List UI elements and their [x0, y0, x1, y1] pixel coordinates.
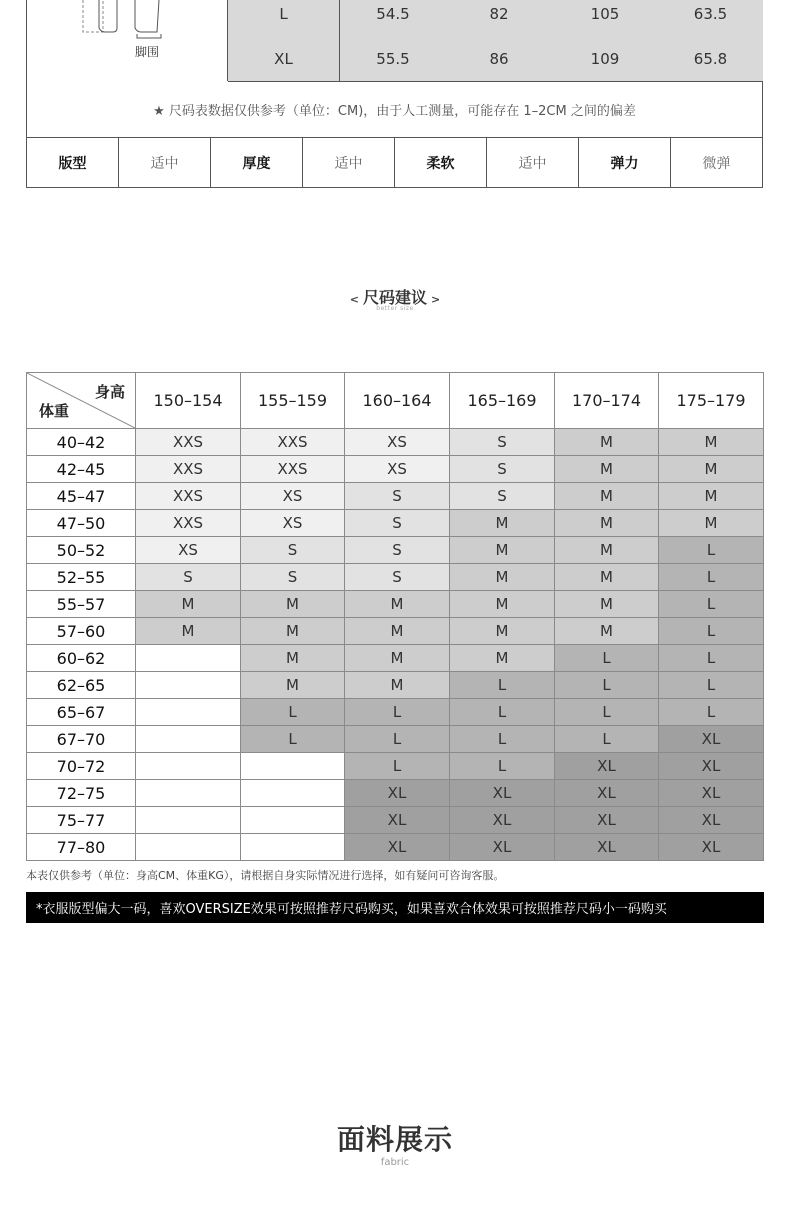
table-row	[27, 510, 764, 537]
size-cell	[136, 672, 241, 699]
measurement-note: ★ 尺码表数据仅供参考（单位：CM)，由于人工测量，可能存在 1–2CM 之间的偏差	[27, 81, 762, 138]
attr-key-elasticity: 弹力	[579, 138, 671, 187]
size-cell: XL	[659, 807, 764, 834]
size-cell: M	[450, 645, 555, 672]
pant-diagram-cell	[27, 0, 228, 81]
size-cell: XL	[659, 753, 764, 780]
height-range-header: 150–154	[136, 373, 241, 429]
weight-range-cell: 42–45	[27, 456, 136, 483]
size-cell: L	[555, 645, 659, 672]
weight-axis-label: 体重	[39, 402, 70, 420]
size-suggestion-title-text: 尺码建议	[362, 288, 427, 307]
measure-cell: 55.5	[376, 49, 410, 68]
size-cell: S	[450, 429, 555, 456]
size-cell: S	[345, 537, 450, 564]
size-cell: M	[241, 618, 345, 645]
size-cell: XL	[450, 834, 555, 861]
height-header-row	[27, 373, 764, 429]
weight-range-cell: 40–42	[27, 429, 136, 456]
size-cell	[136, 699, 241, 726]
size-cell: L	[345, 726, 450, 753]
table-row	[27, 672, 764, 699]
size-cell: S	[241, 564, 345, 591]
size-cell: L	[345, 699, 450, 726]
size-cell: L	[659, 618, 764, 645]
size-cell: XL	[659, 726, 764, 753]
size-cell: M	[555, 510, 659, 537]
size-cell: S	[241, 537, 345, 564]
size-cell: M	[555, 429, 659, 456]
attr-value-thickness: 适中	[303, 138, 395, 187]
hem-circumference-label: 脚围	[135, 45, 160, 59]
height-range-header: 155–159	[241, 373, 345, 429]
right-bracket: >	[431, 293, 441, 306]
height-range-header: 165–169	[450, 373, 555, 429]
weight-range-cell: 75–77	[27, 807, 136, 834]
size-cell: XL	[228, 36, 340, 81]
size-cell: M	[241, 591, 345, 618]
weight-range-cell: 60–62	[27, 645, 136, 672]
table-row	[27, 429, 764, 456]
weight-range-cell: 62–65	[27, 672, 136, 699]
fabric-attributes-row	[27, 138, 762, 187]
pant-leg-diagram	[79, 0, 169, 40]
size-cell: L	[345, 753, 450, 780]
size-cell	[241, 780, 345, 807]
fabric-section-title: 面料展示	[336, 1123, 453, 1156]
size-cell: L	[228, 0, 340, 36]
size-recommendation-table	[26, 372, 764, 861]
size-cell: XS	[241, 483, 345, 510]
size-cell: L	[659, 564, 764, 591]
size-cell: L	[659, 672, 764, 699]
size-cell: XL	[659, 834, 764, 861]
weight-range-cell: 52–55	[27, 564, 136, 591]
size-cell: L	[450, 699, 555, 726]
attr-value-fit: 适中	[119, 138, 211, 187]
table-row	[27, 807, 764, 834]
size-cell: M	[450, 591, 555, 618]
size-cell: M	[345, 591, 450, 618]
height-axis-label: 身高	[94, 383, 125, 401]
size-cell: L	[555, 672, 659, 699]
sizing-advice-banner: *衣服版型偏大一码，喜欢OVERSIZE效果可按照推荐尺码购买，如果喜欢合体效果可按照推荐尺码小一码购买	[26, 892, 764, 923]
size-cell: M	[555, 537, 659, 564]
size-cell: M	[241, 645, 345, 672]
measure-cell: 105	[590, 4, 620, 23]
size-cell	[241, 834, 345, 861]
recommendation-body	[27, 429, 764, 861]
table-row	[27, 537, 764, 564]
size-cell: L	[659, 645, 764, 672]
attr-value-softness: 适中	[487, 138, 579, 187]
size-cell: XXS	[136, 510, 241, 537]
size-cell	[136, 645, 241, 672]
size-cell: M	[345, 672, 450, 699]
size-row-xl	[228, 36, 763, 82]
weight-range-cell: 72–75	[27, 780, 136, 807]
size-cell: S	[450, 483, 555, 510]
size-cell: M	[555, 591, 659, 618]
size-cell: L	[659, 591, 764, 618]
size-cell	[241, 807, 345, 834]
measure-cell: 109	[590, 49, 620, 68]
size-cell: XS	[345, 429, 450, 456]
size-cell: M	[555, 618, 659, 645]
size-cell: M	[136, 618, 241, 645]
size-cell: L	[450, 672, 555, 699]
measure-cell: 65.8	[693, 49, 728, 68]
size-cell: XS	[345, 456, 450, 483]
weight-range-cell: 67–70	[27, 726, 136, 753]
size-cell: XL	[450, 780, 555, 807]
size-cell: S	[345, 483, 450, 510]
attr-key-thickness: 厚度	[211, 138, 303, 187]
height-range-header: 160–164	[345, 373, 450, 429]
size-cell: XL	[555, 753, 659, 780]
size-cell: L	[450, 726, 555, 753]
size-cell: S	[136, 564, 241, 591]
size-cell: XL	[555, 834, 659, 861]
size-cell: S	[345, 510, 450, 537]
size-cell	[136, 780, 241, 807]
size-row-l	[228, 0, 763, 37]
size-cell: S	[345, 564, 450, 591]
left-bracket: <	[349, 293, 359, 306]
size-suggestion-subtitle: better size	[376, 305, 414, 312]
size-cell: XXS	[241, 429, 345, 456]
size-cell: M	[555, 456, 659, 483]
measure-cell: 86	[489, 49, 509, 68]
size-cell: XL	[345, 780, 450, 807]
size-cell: XXS	[136, 456, 241, 483]
size-cell: XL	[555, 780, 659, 807]
weight-range-cell: 57–60	[27, 618, 136, 645]
weight-range-cell: 77–80	[27, 834, 136, 861]
table-row	[27, 753, 764, 780]
attr-key-fit: 版型	[27, 138, 119, 187]
table-row	[27, 780, 764, 807]
size-cell: M	[450, 510, 555, 537]
size-cell: M	[659, 510, 764, 537]
size-cell: M	[450, 618, 555, 645]
size-cell	[136, 753, 241, 780]
size-cell: M	[345, 645, 450, 672]
table-row	[27, 456, 764, 483]
table-row	[27, 726, 764, 753]
size-cell	[136, 807, 241, 834]
size-cell: L	[659, 537, 764, 564]
table-row	[27, 591, 764, 618]
size-cell: XL	[450, 807, 555, 834]
size-cell: XXS	[136, 429, 241, 456]
size-cell: M	[241, 672, 345, 699]
size-cell: M	[555, 564, 659, 591]
size-cell: L	[659, 699, 764, 726]
weight-range-cell: 55–57	[27, 591, 136, 618]
size-cell: M	[345, 618, 450, 645]
size-cell: XS	[241, 510, 345, 537]
size-cell: XL	[659, 780, 764, 807]
size-cell: M	[659, 429, 764, 456]
table-row	[27, 645, 764, 672]
height-range-header: 175–179	[659, 373, 764, 429]
table-row	[27, 564, 764, 591]
weight-range-cell: 70–72	[27, 753, 136, 780]
table-row	[27, 483, 764, 510]
size-cell: L	[241, 699, 345, 726]
weight-range-cell: 47–50	[27, 510, 136, 537]
size-cell: M	[450, 537, 555, 564]
size-cell: M	[659, 456, 764, 483]
table-row	[27, 618, 764, 645]
measure-cell: 82	[489, 4, 509, 23]
size-cell	[241, 753, 345, 780]
measure-cell: 63.5	[693, 4, 728, 23]
weight-range-cell: 45–47	[27, 483, 136, 510]
size-cell: XL	[345, 834, 450, 861]
table-row	[27, 834, 764, 861]
size-cell: XL	[345, 807, 450, 834]
size-cell: XS	[136, 537, 241, 564]
measure-cell: 54.5	[376, 4, 410, 23]
size-cell: XXS	[136, 483, 241, 510]
size-cell: XXS	[241, 456, 345, 483]
size-cell: L	[241, 726, 345, 753]
size-cell: L	[555, 699, 659, 726]
fabric-section-subtitle: fabric	[380, 1157, 410, 1168]
size-cell: L	[555, 726, 659, 753]
attr-value-elasticity: 微弹	[702, 155, 731, 172]
size-cell: M	[136, 591, 241, 618]
size-cell: L	[450, 753, 555, 780]
height-range-header: 170–174	[555, 373, 659, 429]
weight-range-cell: 65–67	[27, 699, 136, 726]
weight-range-cell: 50–52	[27, 537, 136, 564]
size-cell: S	[450, 456, 555, 483]
corner-header-cell	[27, 373, 136, 429]
size-cell: XL	[555, 807, 659, 834]
size-cell: M	[659, 483, 764, 510]
size-cell: M	[555, 483, 659, 510]
table-footnote: 本表仅供参考（单位：身高CM、体重KG），请根据自身实际情况进行选择，如有疑问可咨询客服。	[26, 869, 505, 882]
size-cell: M	[450, 564, 555, 591]
attr-key-softness: 柔软	[395, 138, 487, 187]
size-cell	[136, 834, 241, 861]
size-cell	[136, 726, 241, 753]
table-row	[27, 699, 764, 726]
